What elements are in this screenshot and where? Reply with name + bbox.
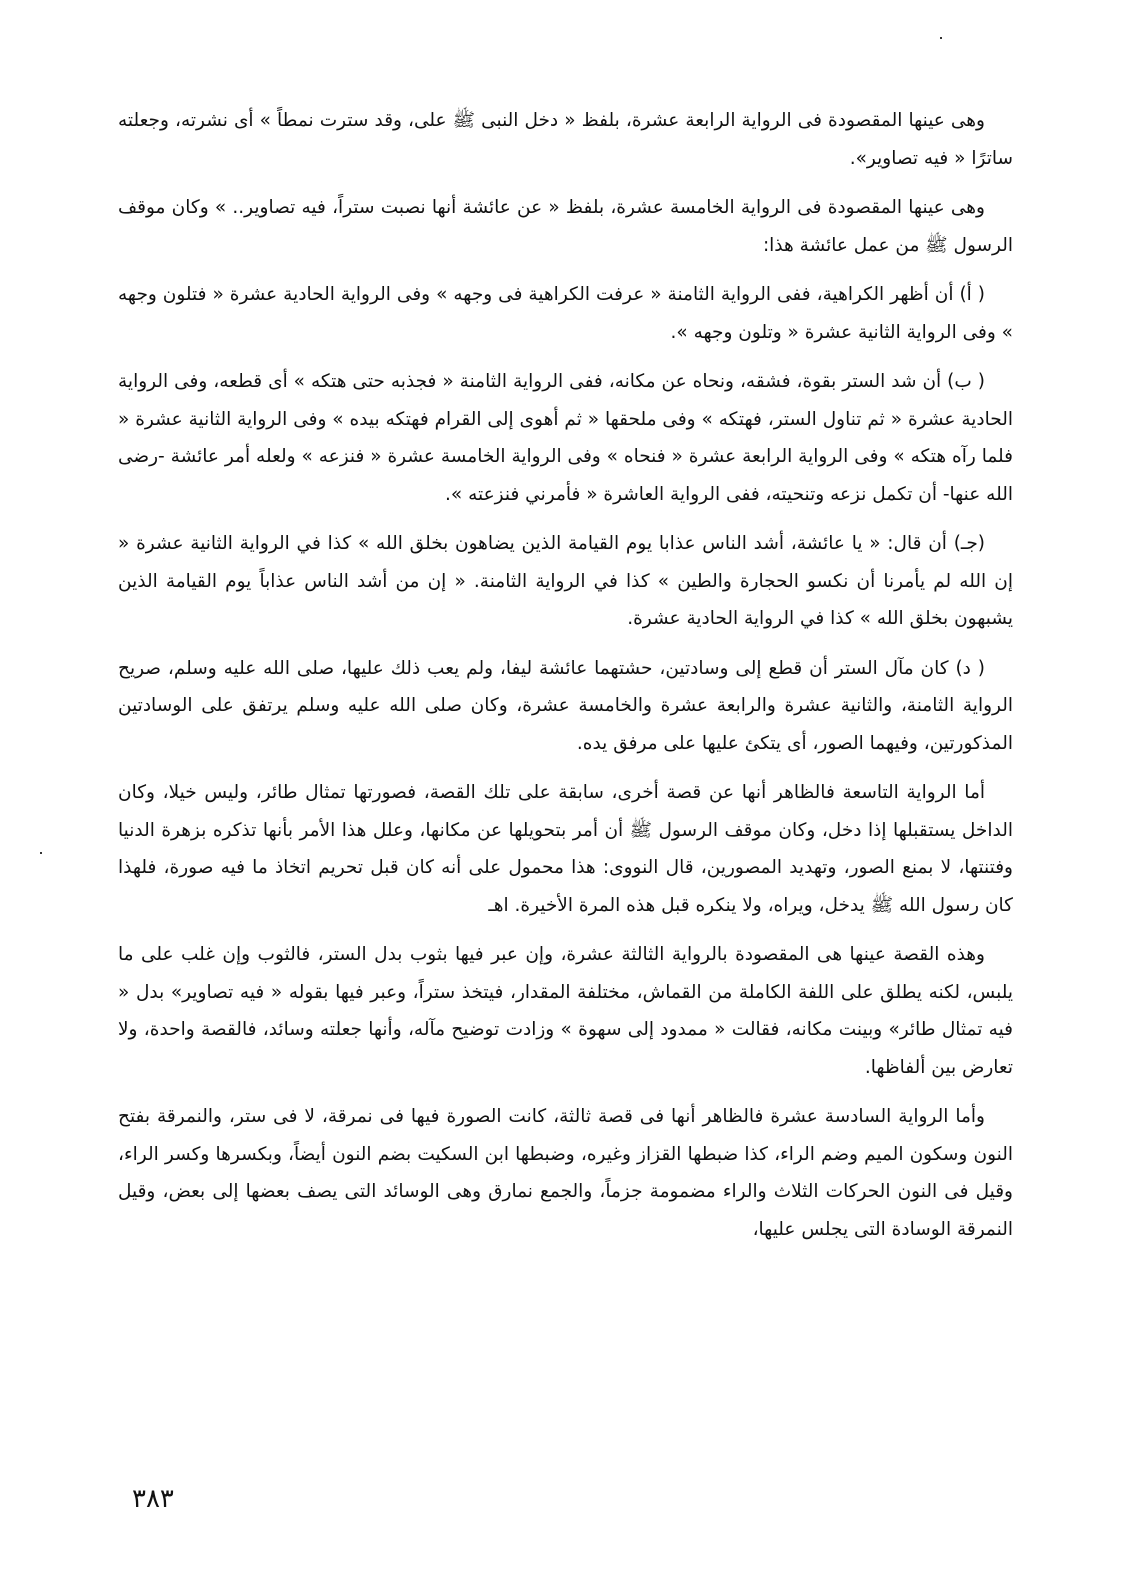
- paragraph-3: ( أ) أن أظهر الكراهية، ففى الرواية الثامنة « عرفت الكراهية فى وجهه » وفى الرواية الحادية عشرة « فتلون وجهه » وفى الرواية الثانية عشرة « وتلون وجهه ».: [118, 284, 1013, 343]
- paragraph-8: وهذه القصة عينها هى المقصودة بالرواية الثالثة عشرة، وإن عبر فيها بثوب بدل الستر، فالثوب وإن غلب على ما يلبس، لكنه يطلق على اللفة الكاملة من القماش، مختلفة المقدار، فيتخذ ستراً، وعبر فيها بقوله « فيه تصاوير» بدل « فيه تمثال طائر» وبينت مكانه، فقالت « ممدود إلى سهوة » وزادت توضيح مآله، وأنها جعلته وسائد، فالقصة واحدة، ولا تعارض بين ألفاظها.: [118, 944, 1013, 1078]
- paragraph-2: وهى عينها المقصودة فى الرواية الخامسة عشرة، بلفظ « عن عائشة أنها نصبت ستراً، فيه تصاوير.. » وكان موقف الرسول ﷺ من عمل عائشة هذا:: [118, 197, 1013, 256]
- paragraph-6: ( د) كان مآل الستر أن قطع إلى وسادتين، حشتهما عائشة ليفا، ولم يعب ذلك عليها، صلى الله عليه وسلم، صريح الرواية الثامنة، والثانية عشرة والرابعة عشرة والخامسة عشرة، وكان صلى الله عليه وسلم يرتفق على الوسادتين المذكورتين، وفيهما الصور، أى يتكئ عليها على مرفق يده.: [118, 657, 1013, 754]
- page-number: ٣٨٣: [132, 1484, 174, 1514]
- paragraph-9: وأما الرواية السادسة عشرة فالظاهر أنها فى قصة ثالثة، كانت الصورة فيها فى نمرقة، لا فى ستر، والنمرقة بفتح النون وسكون الميم وضم الراء، كذا ضبطها القزاز وغيره، وضبطها ابن السكيت بضم النون أيضاً، وبكسرها وكسر الراء، وقيل فى النون الحركات الثلاث والراء مضمومة جزماً، والجمع نمارق وهى الوسائد التى يصف بعضها إلى بعض، وقيل النمرقة الوسادة التى يجلس عليها،: [118, 1106, 1013, 1240]
- scan-speck: [940, 37, 942, 39]
- scan-speck: [40, 852, 42, 854]
- paragraph-4: ( ب) أن شد الستر بقوة، فشقه، ونحاه عن مكانه، ففى الرواية الثامنة « فجذبه حتى هتكه » أى قطعه، وفى الرواية الحادية عشرة « ثم تناول الستر، فهتكه » وفى ملحقها « ثم أهوى إلى القرام فهتكه بيده » وفى الرواية الثانية عشرة « فلما رآه هتكه » وفى الرواية الرابعة عشرة « فنحاه » وفى الرواية الخامسة عشرة « فنزعه » ولعله أمر عائشة -رضى الله عنها- أن تكمل نزعه وتنحيته، ففى الرواية العاشرة « فأمرني فنزعته ».: [118, 371, 1013, 505]
- paragraph-1: وهى عينها المقصودة فى الرواية الرابعة عشرة، بلفظ « دخل النبى ﷺ على، وقد سترت نمطاً » أى نشرته، وجعلته ساترًا « فيه تصاوير».: [118, 110, 1013, 169]
- page-body: [118, 102, 1013, 1482]
- paragraph-5: (جـ) أن قال: « يا عائشة، أشد الناس عذابا يوم القيامة الذين يضاهون بخلق الله » كذا في الرواية الثانية عشرة « إن الله لم يأمرنا أن نكسو الحجارة والطين » كذا في الرواية الثامنة. « إن من أشد الناس عذاباً يوم القيامة الذين يشبهون بخلق الله » كذا في الرواية الحادية عشرة.: [118, 533, 1013, 629]
- paragraph-7: أما الرواية التاسعة فالظاهر أنها عن قصة أخرى، سابقة على تلك القصة، فصورتها تمثال طائر، وليس خيلا، وكان الداخل يستقبلها إذا دخل، وكان موقف الرسول ﷺ أن أمر بتحويلها عن مكانها، وعلل هذا الأمر بأنها تذكره بزهرة الدنيا وفتنتها، لا بمنع الصور، وتهديد المصورين، قال النووى: هذا محمول على أنه كان قبل تحريم اتخاذ ما فيه صورة، فلهذا كان رسول الله ﷺ يدخل، ويراه، ولا ينكره قبل هذه المرة الأخيرة. اهـ: [118, 782, 1013, 916]
